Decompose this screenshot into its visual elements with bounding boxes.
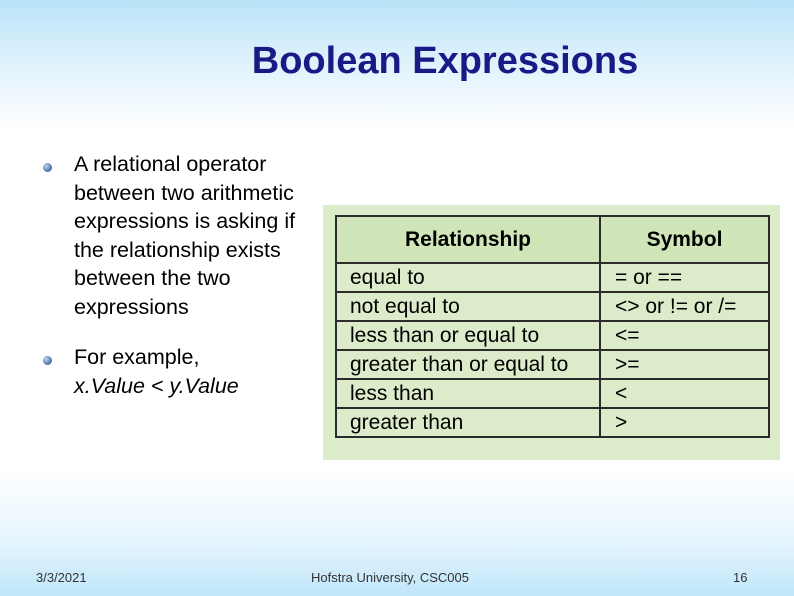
symbol-cell: >= — [600, 350, 769, 379]
bullet-list — [40, 150, 330, 422]
symbol-cell: <> or != or /= — [600, 292, 769, 321]
footer-center: Hofstra University, CSC005 — [311, 570, 469, 585]
relationship-cell: equal to — [336, 263, 600, 292]
table-row — [336, 263, 769, 292]
relationship-cell: greater than or equal to — [336, 350, 600, 379]
table-row — [336, 350, 769, 379]
bullet-text: A relational operator between two arithmetic expressions is asking if the relationship exists between the two expressions — [74, 152, 296, 319]
bullet-text: For example, — [74, 345, 200, 369]
bullet-icon — [43, 356, 52, 365]
symbol-cell: < — [600, 379, 769, 408]
example-expression: x.Value < y.Value — [74, 373, 239, 398]
footer-page-number: 16 — [733, 570, 748, 585]
symbol-cell: = or == — [600, 263, 769, 292]
table-row — [336, 321, 769, 350]
column-header-relationship: Relationship — [336, 216, 600, 263]
relationship-cell: less than — [336, 379, 600, 408]
table — [335, 215, 770, 438]
footer-date: 3/3/2021 — [36, 570, 87, 585]
slide-title: Boolean Expressions — [251, 40, 639, 82]
table-row — [336, 379, 769, 408]
symbol-cell: > — [600, 408, 769, 437]
bullet-item — [40, 150, 330, 321]
symbol-cell: <= — [600, 321, 769, 350]
table-row — [336, 292, 769, 321]
relational-operators-table — [323, 205, 780, 460]
table-header-row — [336, 216, 769, 263]
relationship-cell: greater than — [336, 408, 600, 437]
table-row — [336, 408, 769, 437]
relationship-cell: not equal to — [336, 292, 600, 321]
relationship-cell: less than or equal to — [336, 321, 600, 350]
bullet-icon — [43, 163, 52, 172]
bullet-item — [40, 343, 330, 400]
column-header-symbol: Symbol — [600, 216, 769, 263]
